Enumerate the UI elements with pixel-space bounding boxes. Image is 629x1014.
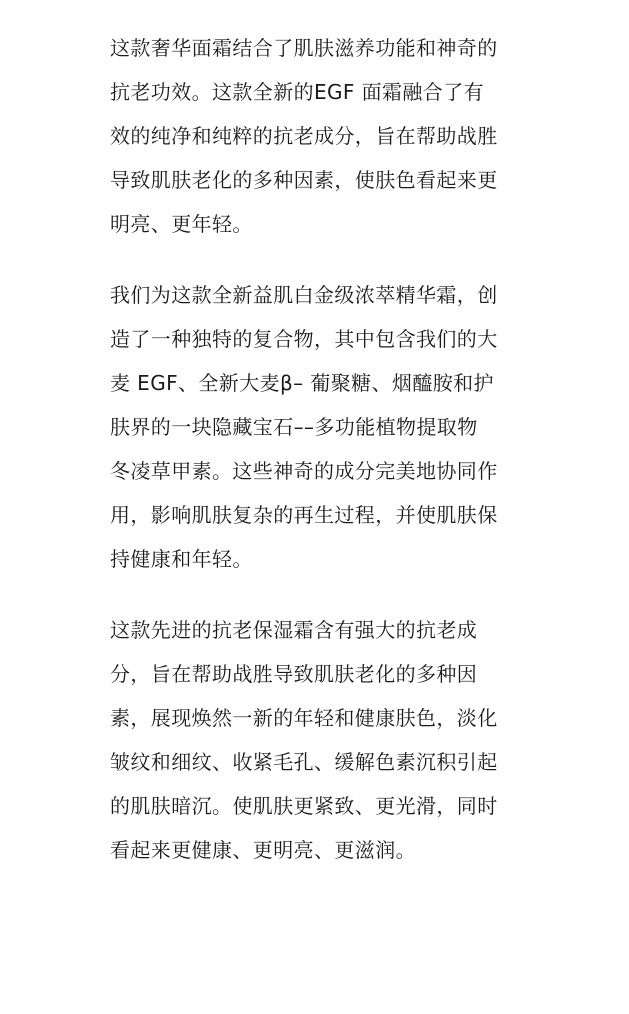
text-line: 导致肌肤老化的多种因素，使肤色看起来更 — [110, 168, 498, 192]
text-line: 肤界的一块隐藏宝石––多功能植物提取物 — [110, 415, 478, 439]
text-line: 看起来更健康、更明亮、更滋润。 — [110, 838, 416, 862]
text-line: 这款奢华面霜结合了肌肤滋养功能和神奇的 — [110, 36, 498, 60]
text-line: 皱纹和细纹、收紧毛孔、缓解色素沉积引起 — [110, 750, 498, 774]
text-line: 的肌肤暗沉。使肌肤更紧致、更光滑，同时 — [110, 794, 498, 818]
paragraph-intro — [110, 26, 540, 246]
text-line: 明亮、更年轻。 — [110, 212, 253, 236]
text-line: 抗老功效。这款全新的EGF 面霜融合了有 — [110, 80, 484, 104]
text-line: 冬凌草甲素。这些神奇的成分完美地协同作 — [110, 459, 498, 483]
paragraph-benefits — [110, 608, 540, 872]
paragraph-ingredients — [110, 273, 540, 581]
text-line: 素，展现焕然一新的年轻和健康肤色，淡化 — [110, 706, 498, 730]
text-line: 我们为这款全新益肌白金级浓萃精华霜，创 — [110, 283, 498, 307]
text-line: 效的纯净和纯粹的抗老成分，旨在帮助战胜 — [110, 124, 498, 148]
text-line: 用，影响肌肤复杂的再生过程，并使肌肤保 — [110, 503, 498, 527]
text-line: 持健康和年轻。 — [110, 547, 253, 571]
text-line: 这款先进的抗老保湿霜含有强大的抗老成 — [110, 618, 478, 642]
article-body — [110, 26, 540, 899]
text-line: 分，旨在帮助战胜导致肌肤老化的多种因 — [110, 662, 478, 686]
text-line: 麦 EGF、全新大麦β– 葡聚糖、烟醯胺和护 — [110, 371, 494, 395]
text-line: 造了一种独特的复合物，其中包含我们的大 — [110, 327, 498, 351]
